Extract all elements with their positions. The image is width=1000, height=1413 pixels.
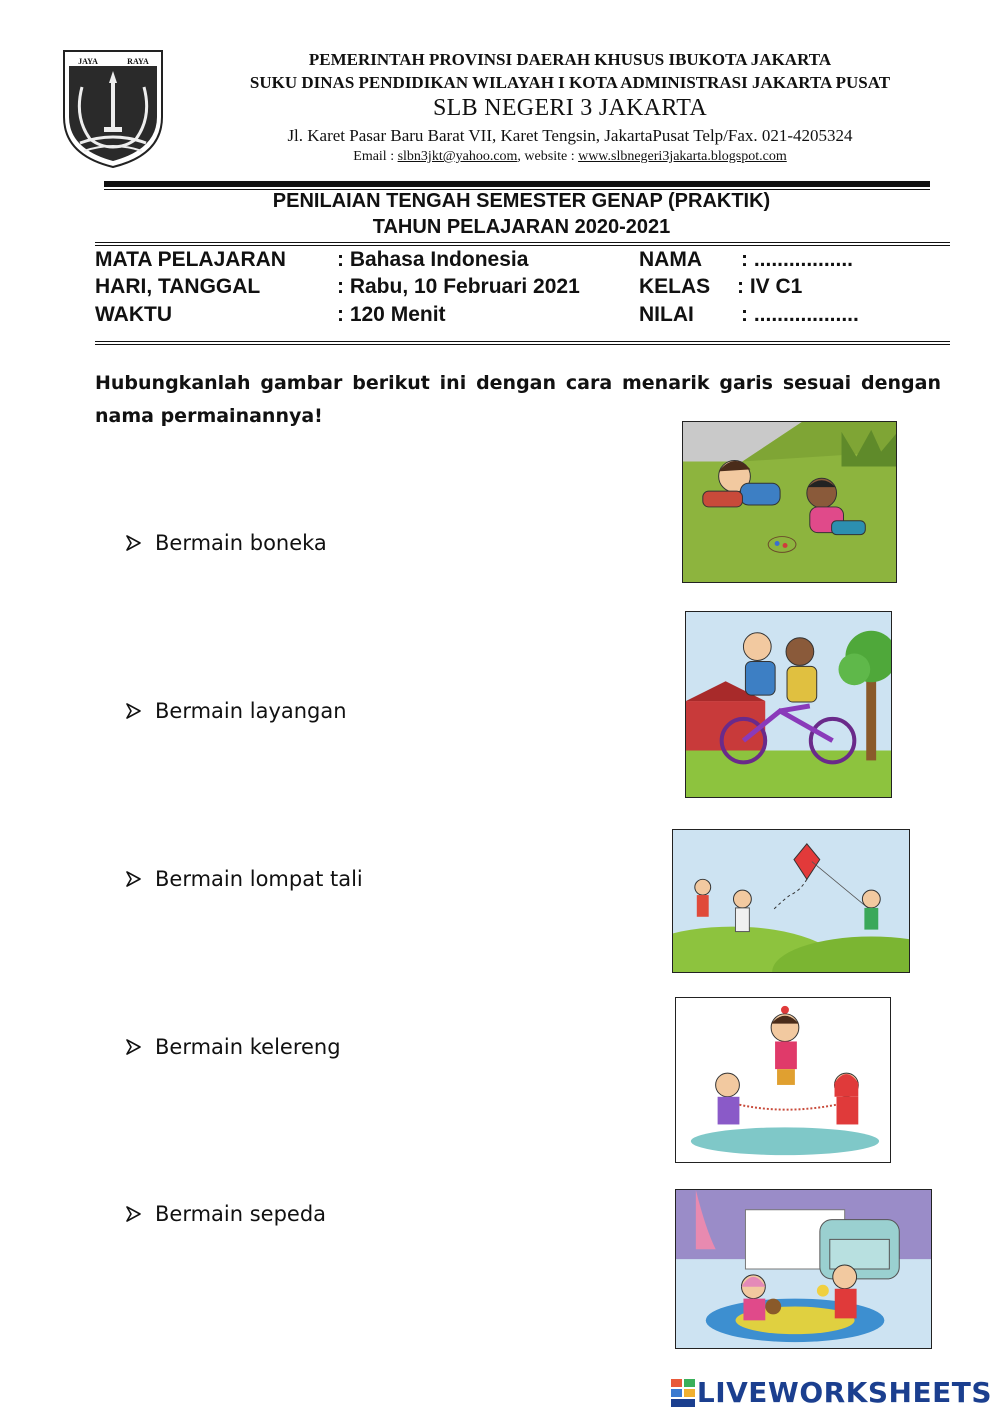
info-top-rule <box>95 242 950 243</box>
email-label: Email : <box>353 149 398 164</box>
subject-value: : Bahasa Indonesia <box>337 248 529 271</box>
score-label: NILAI <box>639 303 694 326</box>
day-label: HARI, TANGGAL <box>95 275 261 298</box>
score-value[interactable]: : .................. <box>741 303 859 326</box>
arrow-bullet-icon <box>125 535 141 551</box>
school-name: SLB NEGERI 3 JAKARTA <box>433 95 707 121</box>
day-value: : Rabu, 10 Februari 2021 <box>337 275 580 298</box>
option-item[interactable] <box>125 1202 326 1226</box>
school-address: Jl. Karet Pasar Baru Barat VII, Karet Tengsin, JakartaPusat Telp/Fax. 021-4205324 <box>287 126 853 145</box>
website-label: , website : <box>517 149 579 164</box>
liveworksheets-brand: LIVEWORKSHEETS <box>696 1376 992 1409</box>
info-top-rule-2 <box>95 245 950 246</box>
letterhead-divider <box>104 181 930 187</box>
logo-text-right: RAYA <box>127 57 149 66</box>
time-value: : 120 Menit <box>337 303 446 326</box>
email-link[interactable]: slbn3jkt@yahoo.com <box>397 149 518 164</box>
arrow-bullet-icon <box>125 871 141 887</box>
info-bottom-rule <box>95 341 950 342</box>
subject-label: MATA PELAJARAN <box>95 248 286 271</box>
dolls-picture[interactable] <box>675 1189 932 1349</box>
class-label: KELAS <box>639 275 711 298</box>
option-label: Bermain layangan <box>155 699 347 723</box>
bicycle-picture[interactable] <box>685 611 892 798</box>
liveworksheets-logo[interactable] <box>671 1376 992 1409</box>
school-contact <box>170 149 970 165</box>
kite-picture[interactable] <box>672 829 910 973</box>
option-item[interactable] <box>125 867 363 891</box>
exam-year: TAHUN PELAJARAN 2020-2021 <box>372 216 671 238</box>
marbles-picture[interactable] <box>682 421 897 583</box>
name-value[interactable]: : ................. <box>741 248 854 271</box>
info-bottom-rule-2 <box>95 344 950 345</box>
option-label: Bermain kelereng <box>155 1035 341 1059</box>
option-label: Bermain sepeda <box>155 1202 327 1226</box>
jakarta-crest-icon <box>60 47 166 169</box>
option-item[interactable] <box>125 531 327 555</box>
name-label: NAMA <box>639 248 702 271</box>
exam-title: PENILAIAN TENGAH SEMESTER GENAP (PRAKTIK) <box>272 190 771 212</box>
option-label: Bermain lompat tali <box>155 867 363 891</box>
instruction-text: Hubungkanlah gambar berikut ini dengan cara menarik garis sesuai dengan nama permainannya! <box>95 372 941 427</box>
option-item[interactable] <box>125 1035 341 1059</box>
class-value: : IV C1 <box>737 275 803 298</box>
arrow-bullet-icon <box>125 1206 141 1222</box>
option-label: Bermain boneka <box>155 531 327 555</box>
arrow-bullet-icon <box>125 703 141 719</box>
time-label: WAKTU <box>95 303 172 326</box>
website-link[interactable]: www.slbnegeri3jakarta.blogspot.com <box>578 149 787 164</box>
letterhead-department: SUKU DINAS PENDIDIKAN WILAYAH I KOTA ADMINISTRASI JAKARTA PUSAT <box>249 73 891 92</box>
liveworksheets-icon <box>671 1379 697 1407</box>
logo-text-left: JAYA <box>78 57 98 66</box>
letterhead-government: PEMERINTAH PROVINSI DAERAH KHUSUS IBUKOTA JAKARTA <box>308 50 832 69</box>
option-item[interactable] <box>125 699 347 723</box>
arrow-bullet-icon <box>125 1039 141 1055</box>
jump-rope-picture[interactable] <box>675 997 891 1163</box>
